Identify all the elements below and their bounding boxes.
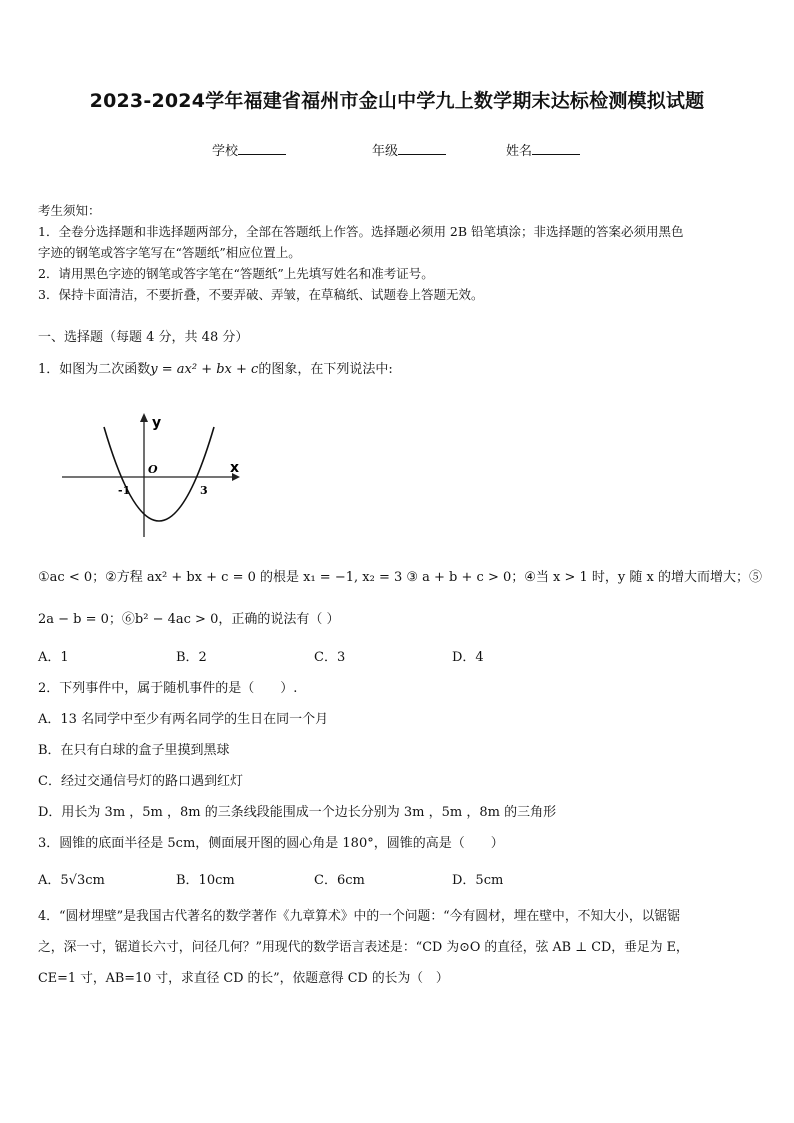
notice-item: 2．请用黑色字迹的钢笔或答字笔在“答题纸”上先填写姓名和准考证号。 xyxy=(38,266,434,281)
q1-option-d: D．4 xyxy=(452,650,484,665)
q1-formula: y = ax² + bx + c xyxy=(150,362,259,377)
name-field xyxy=(506,140,580,159)
y-axis-label: y xyxy=(152,415,162,431)
grade-label: 年级 xyxy=(372,144,399,159)
school-blank xyxy=(238,142,286,155)
notice-item: 3．保持卡面清洁，不要折叠，不要弄破、弄皱，在草稿纸、试题卷上答题无效。 xyxy=(38,287,484,302)
origin-label: O xyxy=(148,463,158,476)
parabola-graph xyxy=(58,405,248,545)
q1-statements-line1: ①ac < 0；②方程 ax² + bx + c = 0 的根是 x₁ = −1, x₂ = 3 ③ a + b + c > 0；④当 x > 1 时，y 随 x 的增大而增大；⑤ xyxy=(38,570,763,585)
q3-option-a: A．5√3cm xyxy=(38,873,105,888)
q1-option-c: C．3 xyxy=(314,650,346,665)
section-heading: 一、选择题（每题 4 分，共 48 分） xyxy=(38,330,249,345)
root-right-label: 3 xyxy=(200,484,208,497)
y-axis-arrow-icon xyxy=(140,413,148,422)
q1-statements-line2: 2a − b = 0；⑥b² − 4ac > 0，正确的说法有（ ） xyxy=(38,612,340,627)
q3-option-c: C．6cm xyxy=(314,873,365,888)
notice-item: 字迹的钢笔或答字笔写在“答题纸”相应位置上。 xyxy=(38,245,301,260)
q2-option-a: A．13 名同学中至少有两名同学的生日在同一个月 xyxy=(38,712,329,727)
notice-heading: 考生须知： xyxy=(38,203,101,218)
q4-line2: 之，深一寸，锯道长六寸，问径几何？”用现代的数学语言表述是：“CD 为⊙O 的直径，弦 AB ⊥ CD，垂足为 E， xyxy=(38,940,689,955)
q3-option-b: B．10cm xyxy=(176,873,235,888)
x-axis-label: x xyxy=(230,460,240,476)
q1-intro-end: 的图象，在下列说法中: xyxy=(258,362,393,377)
school-label: 学校 xyxy=(212,144,239,159)
school-field xyxy=(212,140,286,159)
q2-option-c: C．经过交通信号灯的路口遇到红灯 xyxy=(38,774,243,789)
name-blank xyxy=(532,142,580,155)
parabola-curve xyxy=(104,427,214,521)
q1-intro: 1．如图为二次函数 xyxy=(38,362,151,377)
root-left-label: -1 xyxy=(118,484,131,497)
q2-option-b: B．在只有白球的盒子里摸到黑球 xyxy=(38,743,230,758)
grade-field xyxy=(372,140,446,159)
q1-option-a: A．1 xyxy=(38,650,69,665)
q1-stem xyxy=(38,358,393,377)
notice-item: 1．全卷分选择题和非选择题两部分，全部在答题纸上作答。选择题必须用 2B 铅笔填涂；非选择题的答案必须用黑色 xyxy=(38,224,684,239)
q2-stem: 2．下列事件中，属于随机事件的是（ ）. xyxy=(38,681,298,696)
name-label: 姓名 xyxy=(506,144,533,159)
page-title: 2023-2024学年福建省福州市金山中学九上数学期末达标检测模拟试题 xyxy=(89,90,705,112)
q2-option-d: D．用长为 3m ，5m ，8m 的三条线段能围成一个边长分别为 3m ，5m ，8m 的三角形 xyxy=(38,805,557,820)
q3-option-d: D．5cm xyxy=(452,873,504,888)
grade-blank xyxy=(398,142,446,155)
q1-option-b: B．2 xyxy=(176,650,207,665)
q4-line3: CE=1 寸，AB=10 寸，求直径 CD 的长”，依题意得 CD 的长为（ ） xyxy=(38,971,449,986)
q3-stem: 3．圆锥的底面半径是 5cm，侧面展开图的圆心角是 180°，圆锥的高是（ ） xyxy=(38,836,504,851)
q4-line1: 4．“圆材埋壁”是我国古代著名的数学著作《九章算术》中的一个问题：“今有圆材，埋在壁中，不知大小，以锯锯 xyxy=(38,909,681,924)
